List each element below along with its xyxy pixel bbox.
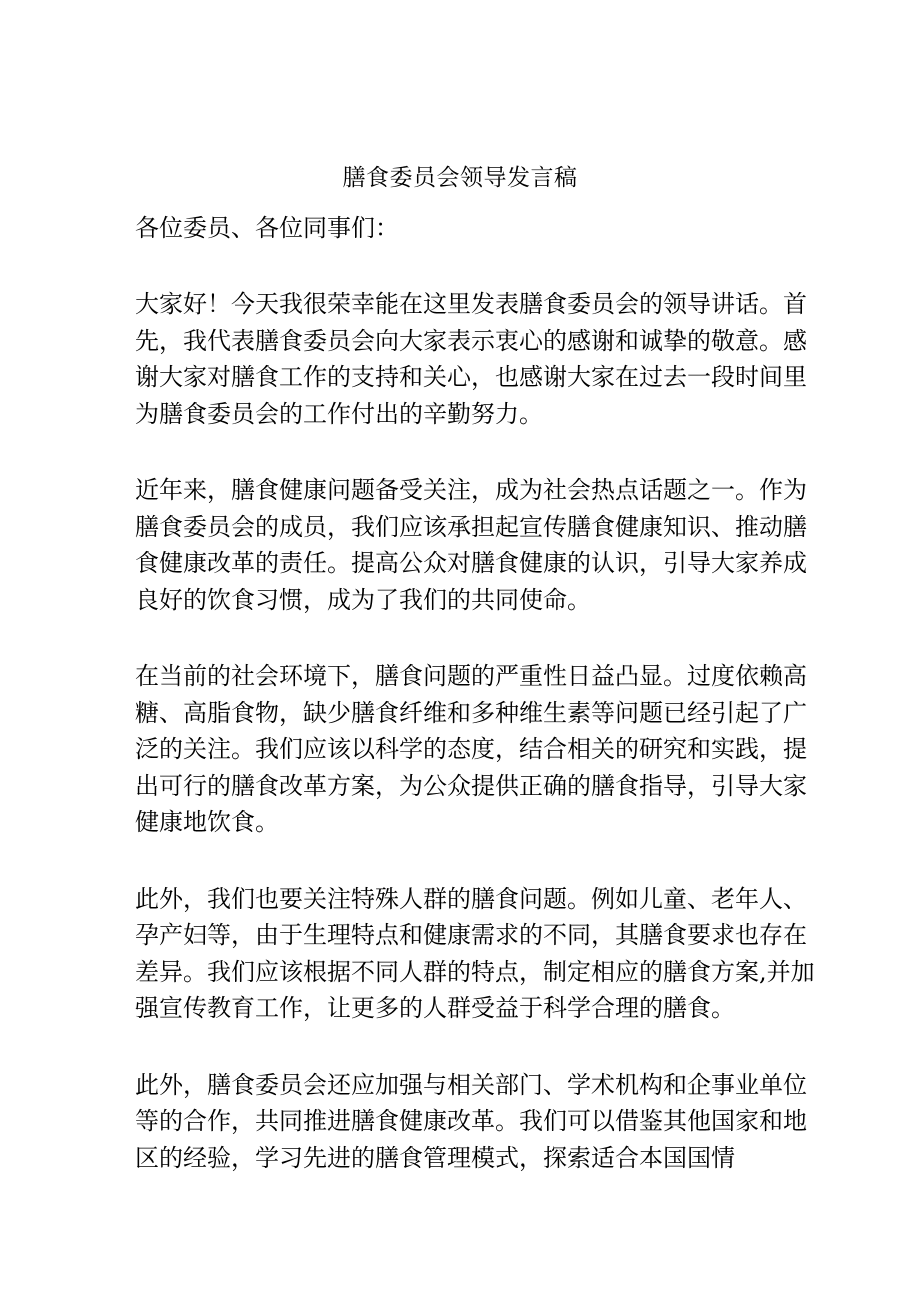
paragraph-line: 区的经验，学习先进的膳食管理模式，探索适合本国国情: [135, 1143, 735, 1172]
paragraph-line: 糖、高脂食物，缺少膳食纤维和多种维生素等问题已经引起了广: [135, 698, 807, 727]
paragraph-line: 强宣传教育工作，让更多的人群受益于科学合理的膳食。: [135, 994, 735, 1022]
salutation: 各位委员、各位同事们：: [135, 214, 399, 242]
paragraph-line: 孕产妇等，由于生理特点和健康需求的不同，其膳食要求也存在: [135, 921, 807, 949]
paragraph-line: 先，我代表膳食委员会向大家表示衷心的感谢和诚挚的敬意。感: [135, 326, 807, 355]
paragraph-line: 良好的饮食习惯，成为了我们的共同使命。: [135, 585, 591, 614]
paragraph-1: [135, 286, 807, 432]
paragraph-line: 泛的关注。我们应该以科学的态度，结合相关的研究和实践，提: [135, 735, 807, 763]
paragraph-line: 近年来，膳食健康问题备受关注，成为社会热点话题之一。作为: [135, 476, 807, 504]
paragraph-line: 差异。我们应该根据不同人群的特点，制定相应的膳食方案,并加: [135, 957, 815, 986]
paragraph-line: 食健康改革的责任。提高公众对膳食健康的认识，引导大家养成: [135, 549, 807, 577]
document-body: [135, 210, 815, 1176]
paragraph-line: 谢大家对膳食工作的支持和关心，也感谢大家在过去一段时间里: [135, 363, 807, 391]
document-title: 膳食委员会领导发言稿: [342, 165, 578, 191]
paragraph-2: [135, 472, 807, 618]
paragraph-5: [135, 1067, 807, 1177]
paragraph-line: 健康地饮食。: [135, 808, 279, 836]
paragraph-line: 大家好！今天我很荣幸能在这里发表膳食委员会的领导讲话。首: [135, 290, 807, 318]
paragraph-line: 为膳食委员会的工作付出的辛勤努力。: [135, 399, 543, 428]
paragraph-line: 此外，我们也要关注特殊人群的膳食问题。例如儿童、老年人、: [135, 884, 807, 913]
paragraph-line: 出可行的膳食改革方案，为公众提供正确的膳食指导，引导大家: [135, 771, 807, 800]
paragraph-line: 在当前的社会环境下，膳食问题的严重性日益凸显。过度依赖高: [135, 662, 807, 690]
paragraph-line: 此外，膳食委员会还应加强与相关部门、学术机构和企事业单位: [135, 1070, 807, 1099]
paragraph-line: 膳食委员会的成员，我们应该承担起宣传膳食健康知识、推动膳: [135, 512, 807, 541]
paragraph-line: 等的合作，共同推进膳食健康改革。我们可以借鉴其他国家和地: [135, 1107, 807, 1135]
paragraph-4: [135, 881, 815, 1027]
paragraph-3: [135, 658, 807, 841]
